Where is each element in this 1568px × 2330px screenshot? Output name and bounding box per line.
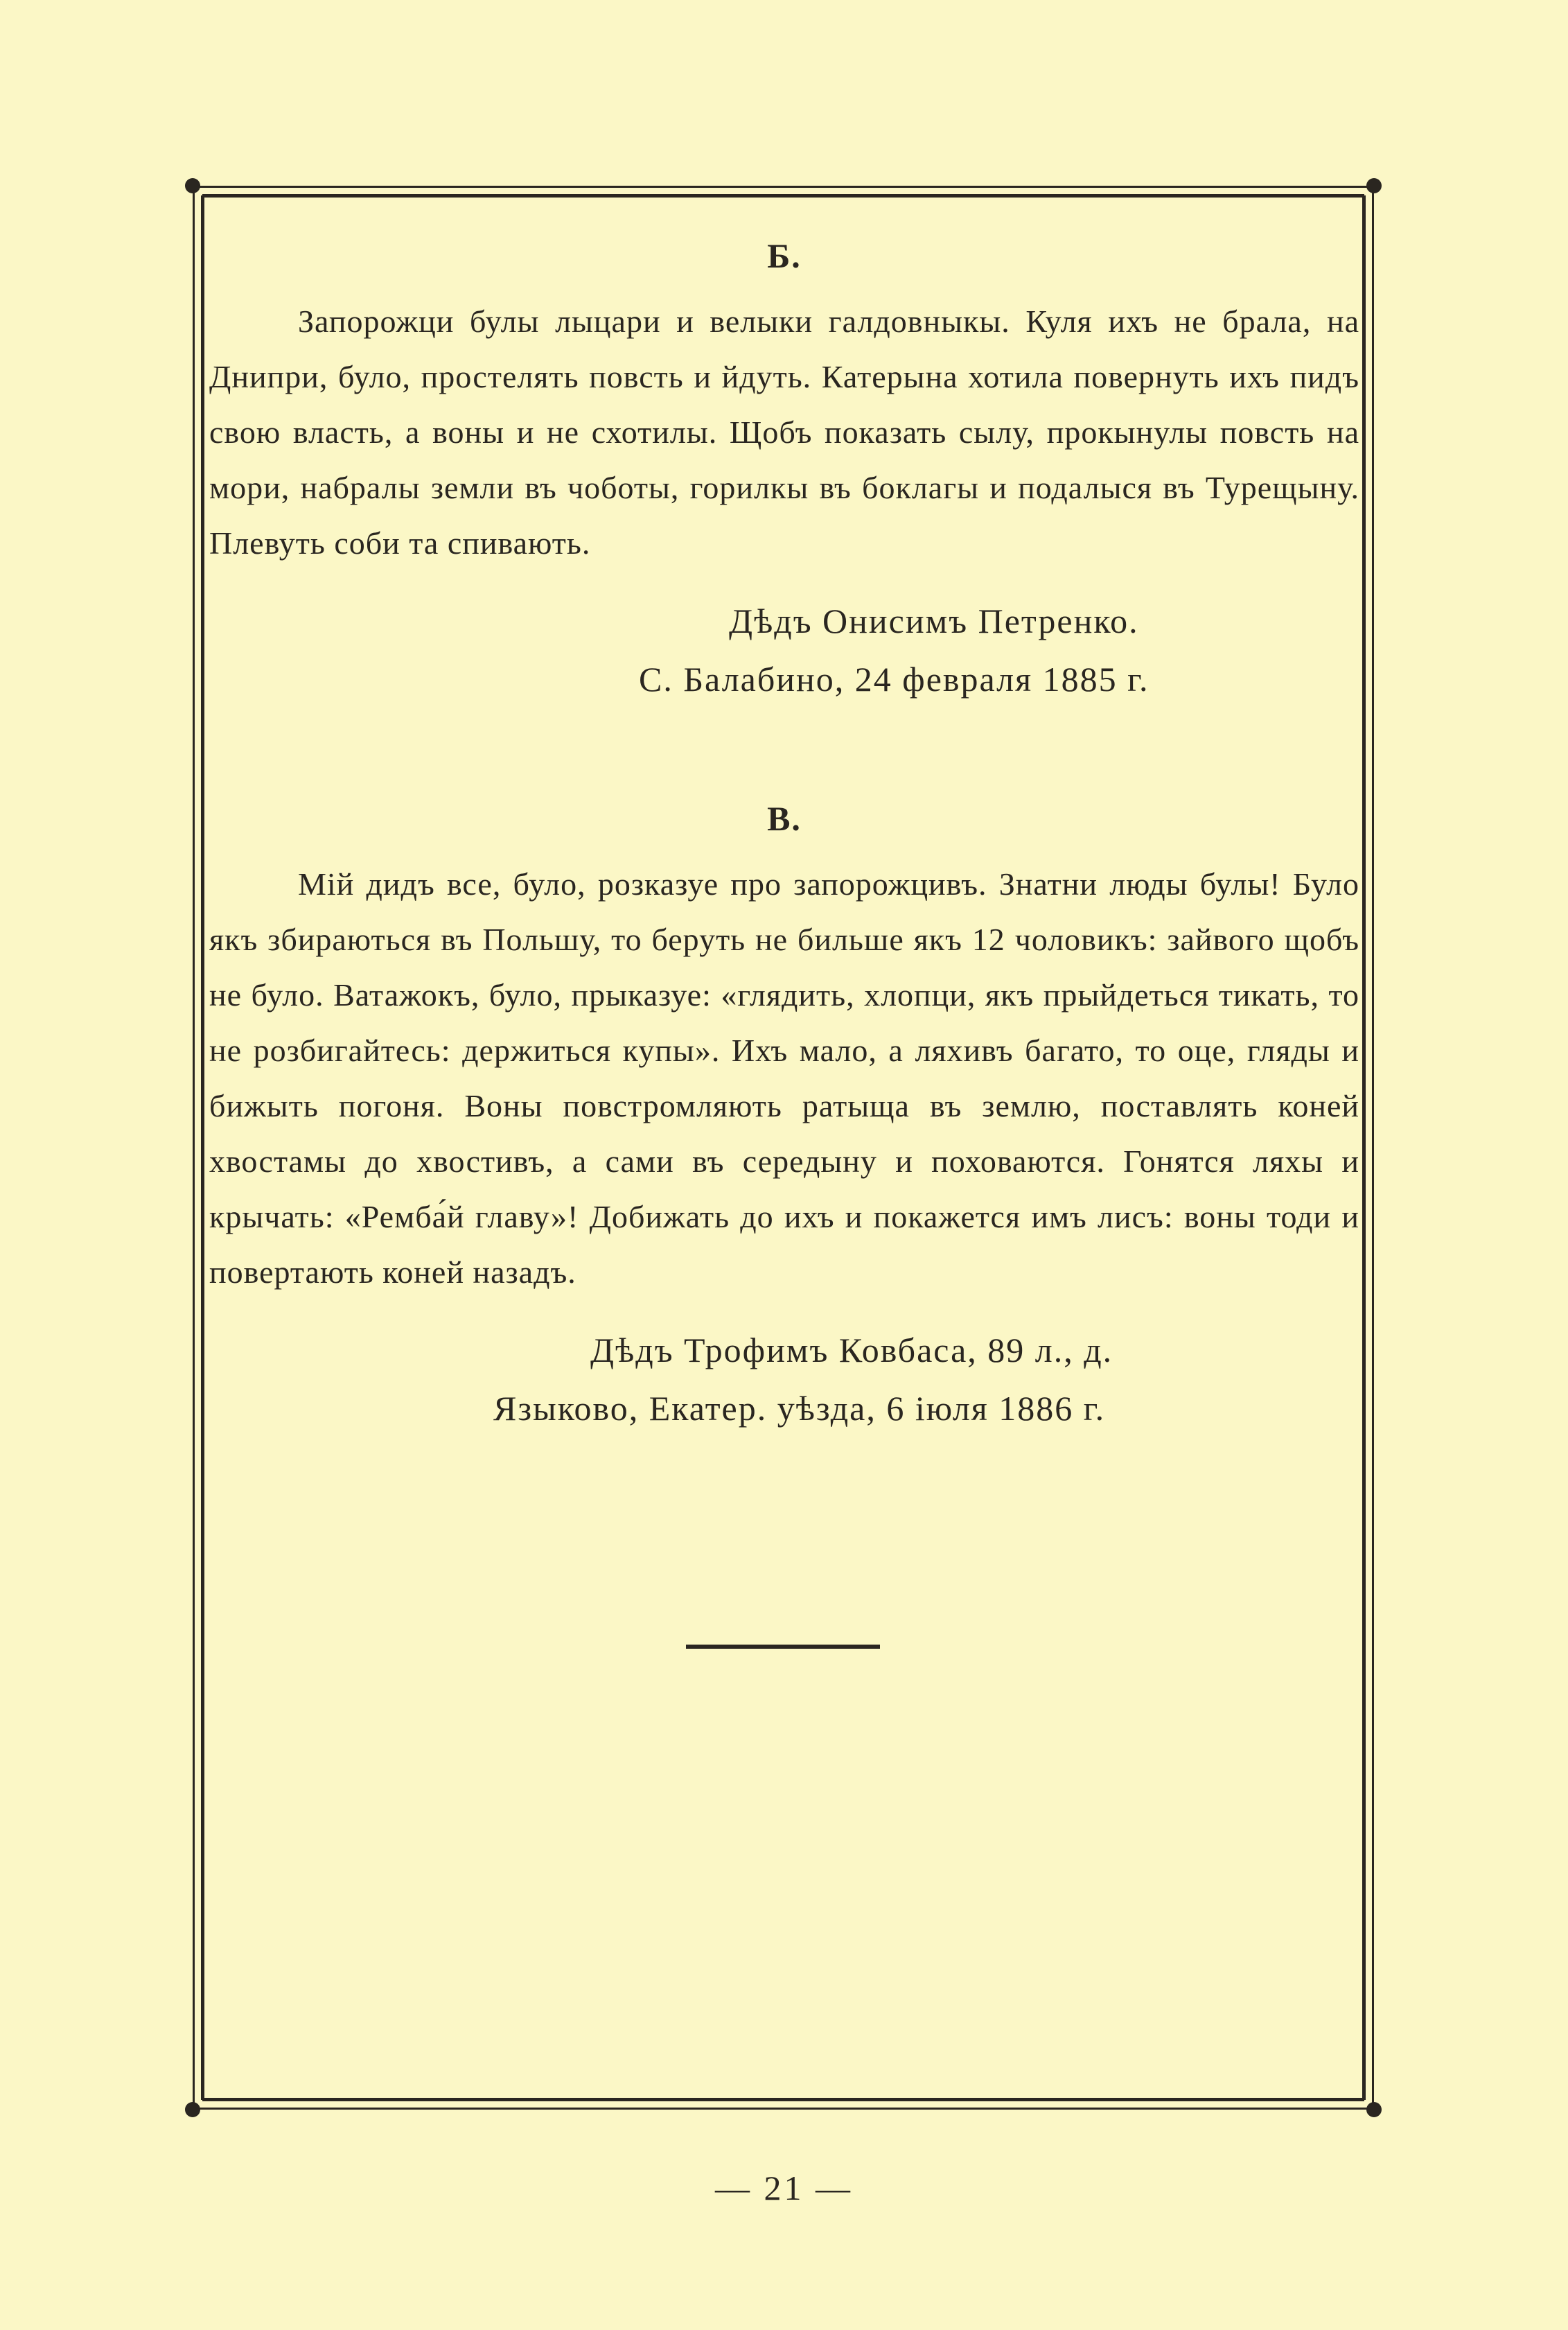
section-b-heading: Б. — [767, 236, 802, 275]
section-v-heading: В. — [767, 799, 802, 838]
page-content — [209, 236, 1359, 1437]
section-v-signature-place-date: Языково, Екатер. уѣзда, 6 іюля 1886 г. — [493, 1389, 1106, 1428]
section-v-paragraph: Мій дидъ все, було, розказуе про запорожцивъ. Знатни люды булы! Було якъ збираються въ Польшу, то беруть не бильше якъ 12 чоловикъ: зайвого щобъ не було. Ватажокъ, було, прыказуе: «глядить, хлопци, якъ прыйдеться тикать, то не розбигайтесь: держиться купы». Ихъ мало, а ляхивъ багато, то оце, гляды и бижыть погоня. Воны повстромляють ратыща въ землю, поставлять коней хвостамы до хвостивъ, а сами въ середыну и поховаются. Гонятся ляхы и крычать: «Ремба́й главу»! Добижать до ихъ и покажется имъ лисъ: воны тоди и повертають коней назадъ. — [209, 866, 1359, 1290]
section-b — [209, 236, 1359, 708]
corner-ornament-bottom-left — [185, 2102, 200, 2117]
frame-left-rule — [193, 186, 195, 2110]
corner-ornament-bottom-right — [1366, 2102, 1382, 2117]
frame-bottom-rule — [193, 2108, 1374, 2110]
corner-ornament-top-left — [185, 178, 200, 193]
frame-right-rule — [1372, 186, 1374, 2110]
end-separator-rule — [686, 1645, 880, 1649]
frame-top-rule — [193, 186, 1374, 188]
section-v-signature-name: Дѣдъ Трофимъ Ковбаса, 89 л., д. — [590, 1331, 1113, 1369]
corner-ornament-top-right — [1366, 178, 1382, 193]
section-b-paragraph: Запорожци булы лыцари и велыки галдовныкы. Куля ихъ не брала, на Днипри, було, простелять повсть и йдуть. Катерына хотила повернуть ихъ пидъ свою власть, а воны и не схотилы. Щобъ показать сылу, прокынулы повсть на мори, набралы земли въ чоботы, горилкы въ боклагы и подалыся въ Турещыну. Плевуть соби та спивають. — [209, 304, 1359, 561]
section-v — [209, 798, 1359, 1437]
section-b-signature-name: Дѣдъ Онисимъ Петренко. — [729, 602, 1139, 640]
page-number: — 21 — — [715, 2169, 853, 2207]
section-b-signature-place-date: С. Балабино, 24 февраля 1885 г. — [639, 660, 1149, 699]
